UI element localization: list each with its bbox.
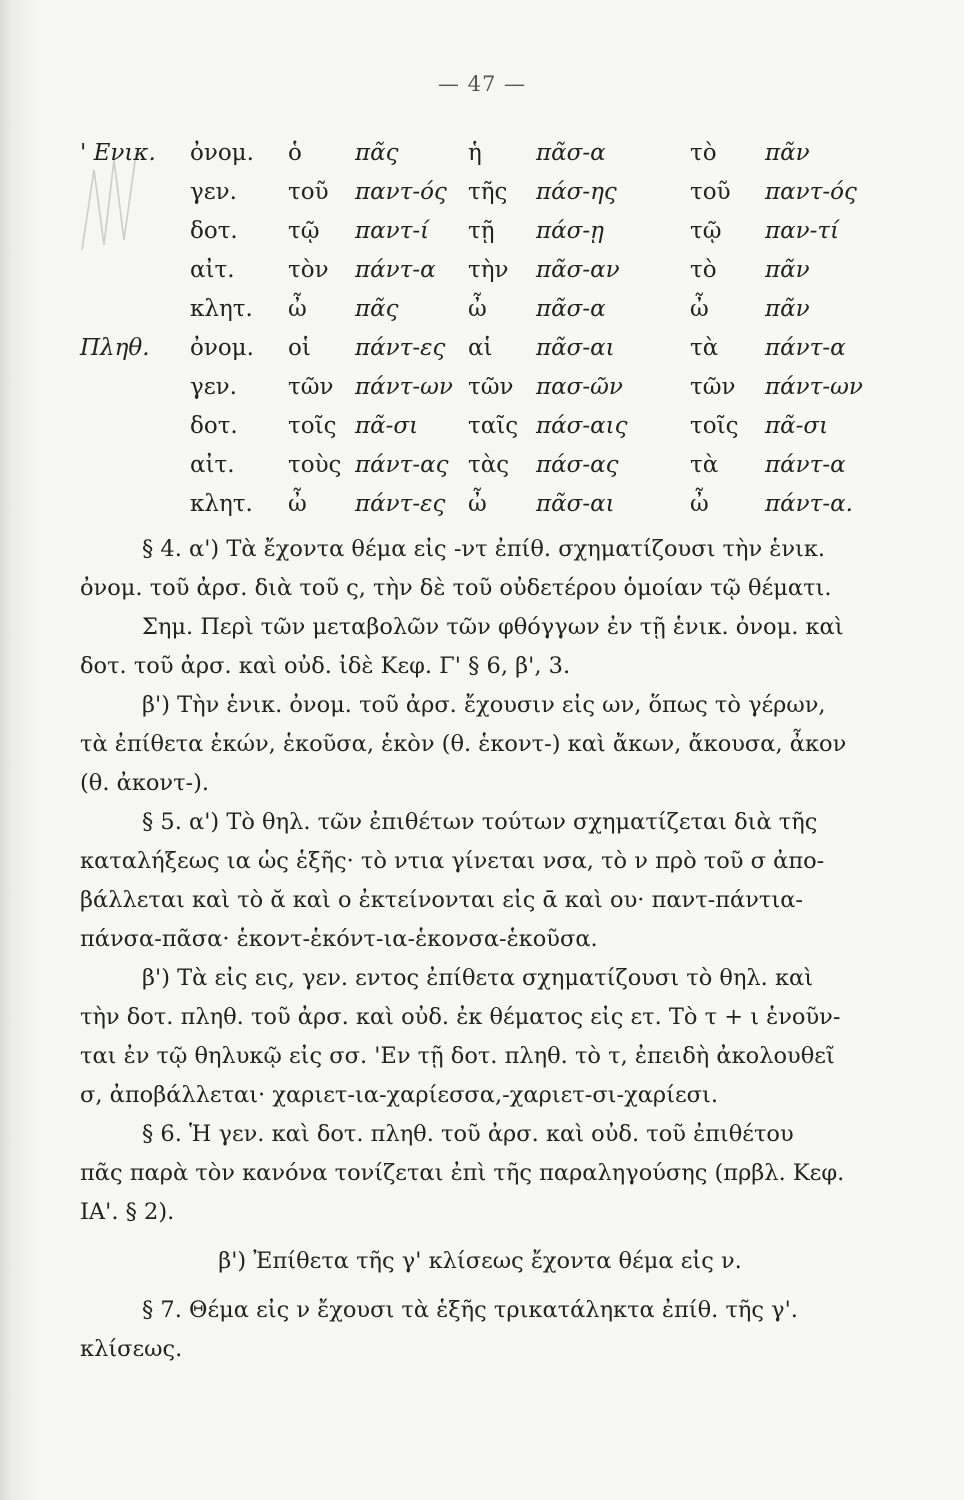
text-line: β') Τὴν ἑνικ. ὀνομ. τοῦ ἀρσ. ἔχουσιν εἰς ων, ὅπως τὸ γέρων, [142, 692, 826, 718]
fem-article: ὦ [468, 491, 487, 517]
table-row [80, 140, 880, 179]
fem-form: πάσ-ῃ [536, 218, 604, 244]
table-row [80, 374, 880, 413]
number-label: ' Ενικ. [80, 140, 156, 166]
text-line: καταλήξεως ια ὡς ἑξῆς· τὸ ντια γίνεται νσα, τὸ ν πρὸ τοῦ σ ἀπο- [80, 848, 825, 874]
table-row [80, 491, 880, 530]
table-row [80, 335, 880, 374]
neut-article: ὦ [690, 296, 709, 322]
fem-form: πᾶσ-αι [536, 335, 615, 361]
masc-article: οἱ [288, 335, 311, 361]
neut-article: τὰ [690, 335, 719, 361]
fem-form: πάσ-ας [536, 452, 619, 478]
case-label: δοτ. [190, 218, 238, 244]
declension-table [80, 140, 880, 530]
text-line: σ, ἀποβάλλεται· χαριετ-ια-χαρίεσσα,-χαριετ-σι-χαρίεσι. [80, 1082, 718, 1108]
text-line: § 7. Θέμα εἰς ν ἔχουσι τὰ ἑξῆς τρικατάληκτα ἐπίθ. τῆς γ'. [142, 1297, 798, 1323]
masc-form: πάντ-ας [355, 452, 449, 478]
text-line: πάνσα-πᾶσα· ἑκοντ-ἑκόντ-ια-ἑκονσα-ἑκοῦσα. [80, 926, 598, 952]
number-label: Πληθ. [80, 335, 150, 361]
fem-article: ὦ [468, 296, 487, 322]
neut-article: τῷ [690, 218, 722, 244]
masc-form: πᾶς [355, 140, 399, 166]
masc-form: πᾶς [355, 296, 399, 322]
text-line: § 6. Ἡ γεν. καὶ δοτ. πληθ. τοῦ ἀρσ. καὶ οὐδ. τοῦ ἐπιθέτου [142, 1121, 794, 1147]
case-label: κλητ. [190, 296, 253, 322]
case-label: ὀνομ. [190, 140, 254, 166]
fem-article: τῶν [468, 374, 514, 400]
text-line: ὀνομ. τοῦ ἀρσ. διὰ τοῦ ς, τὴν δὲ τοῦ οὐδετέρου ὁμοίαν τῷ θέματι. [80, 575, 832, 601]
text-line: ΙΑ'. § 2). [80, 1199, 175, 1225]
case-label: γεν. [190, 179, 237, 205]
fem-article: ταῖς [468, 413, 519, 439]
neut-article: τῶν [690, 374, 736, 400]
neut-article: τὸ [690, 257, 717, 283]
neut-form: πάντ-ων [765, 374, 863, 400]
table-row [80, 413, 880, 452]
case-label: ὀνομ. [190, 335, 254, 361]
fem-article: αἱ [468, 335, 493, 361]
masc-article: τῶν [288, 374, 334, 400]
text-line: β') Τὰ εἰς εις, γεν. εντος ἐπίθετα σχηματίζουσι τὸ θηλ. καὶ [142, 965, 814, 991]
neut-article: τοῦ [690, 179, 731, 205]
case-label: αἰτ. [190, 452, 235, 478]
page-number: — 47 — [437, 72, 527, 96]
case-label: γεν. [190, 374, 237, 400]
table-row [80, 296, 880, 335]
masc-article: τῷ [288, 218, 320, 244]
masc-form: πάντ-ων [355, 374, 453, 400]
fem-form: πάσ-αις [536, 413, 628, 439]
fem-form: πᾶσ-α [536, 296, 606, 322]
case-label: αἰτ. [190, 257, 235, 283]
masc-article: τοὺς [288, 452, 342, 478]
fem-form: πάσ-ης [536, 179, 617, 205]
masc-form: πάντ-α [355, 257, 436, 283]
fem-article: τὰς [468, 452, 510, 478]
neut-form: παν-τί [765, 218, 840, 244]
text-line: βάλλεται καὶ τὸ ᾰ καὶ ο ἐκτείνονται εἰς ᾱ καὶ ου· παντ-πάντια- [80, 887, 803, 913]
masc-article: ὦ [288, 296, 307, 322]
masc-form: πάντ-ες [355, 491, 446, 517]
fem-form: πᾶσ-αν [536, 257, 620, 283]
text-line: κλίσεως. [80, 1336, 183, 1362]
masc-form: πᾶ-σι [355, 413, 419, 439]
text-line: Σημ. Περὶ τῶν μεταβολῶν τῶν φθόγγων ἐν τῇ ἑνικ. ὀνομ. καὶ [142, 614, 844, 640]
fem-article: ἡ [468, 140, 482, 166]
section-heading: β') Ἐπίθετα τῆς γ' κλίσεως ἔχοντα θέμα εἰς ν. [218, 1248, 742, 1274]
masc-article: τοῦ [288, 179, 329, 205]
table-row [80, 452, 880, 491]
neut-form: πάντ-α. [765, 491, 853, 517]
masc-form: πάντ-ες [355, 335, 446, 361]
neut-form: πᾶν [765, 257, 810, 283]
fem-form: πᾶσ-αι [536, 491, 615, 517]
masc-form: παντ-ί [355, 218, 430, 244]
table-row [80, 218, 880, 257]
neut-form: πάντ-α [765, 452, 846, 478]
case-label: κλητ. [190, 491, 253, 517]
masc-form: παντ-ός [355, 179, 447, 205]
masc-article: ὁ [288, 140, 302, 166]
text-line: τὰ ἐπίθετα ἑκών, ἑκοῦσα, ἑκὸν (θ. ἑκοντ-) καὶ ἄκων, ἄκουσα, ἆκον [80, 731, 847, 757]
text-line: § 4. α') Τὰ ἔχοντα θέμα εἰς -ντ ἐπίθ. σχηματίζουσι τὴν ἑνικ. [142, 536, 826, 562]
table-row [80, 257, 880, 296]
neut-form: πᾶν [765, 296, 810, 322]
neut-form: πᾶ-σι [765, 413, 829, 439]
text-line: πᾶς παρὰ τὸν κανόνα τονίζεται ἐπὶ τῆς παραληγούσης (πρβλ. Κεφ. [80, 1160, 845, 1186]
masc-article: ὦ [288, 491, 307, 517]
fem-article: τὴν [468, 257, 509, 283]
case-label: δοτ. [190, 413, 238, 439]
neut-form: πᾶν [765, 140, 810, 166]
neut-article: τὰ [690, 452, 719, 478]
table-row [80, 179, 880, 218]
text-line: ται ἐν τῷ θηλυκῷ εἰς σσ. 'Εν τῇ δοτ. πληθ. τὸ τ, ἐπειδὴ ἀκολουθεῖ [80, 1043, 835, 1069]
text-line: § 5. α') Τὸ θηλ. τῶν ἐπιθέτων τούτων σχηματίζεται διὰ τῆς [142, 809, 818, 835]
neut-form: πάντ-α [765, 335, 846, 361]
text-line: τὴν δοτ. πληθ. τοῦ ἀρσ. καὶ οὐδ. ἐκ θέματος εἰς ετ. Τὸ τ + ι ἑνοῦν- [80, 1004, 841, 1030]
text-line: (θ. ἀκοντ-). [80, 770, 210, 796]
body-text [80, 530, 880, 1369]
neut-article: ὦ [690, 491, 709, 517]
text-line: δοτ. τοῦ ἀρσ. καὶ οὐδ. ἰδὲ Κεφ. Γ' § 6, β', 3. [80, 653, 571, 679]
fem-article: τῇ [468, 218, 495, 244]
neut-form: παντ-ός [765, 179, 857, 205]
masc-article: τὸν [288, 257, 329, 283]
fem-form: πασ-ῶν [536, 374, 623, 400]
masc-article: τοῖς [288, 413, 337, 439]
neut-article: τὸ [690, 140, 717, 166]
fem-form: πᾶσ-α [536, 140, 606, 166]
fem-article: τῆς [468, 179, 508, 205]
neut-article: τοῖς [690, 413, 739, 439]
